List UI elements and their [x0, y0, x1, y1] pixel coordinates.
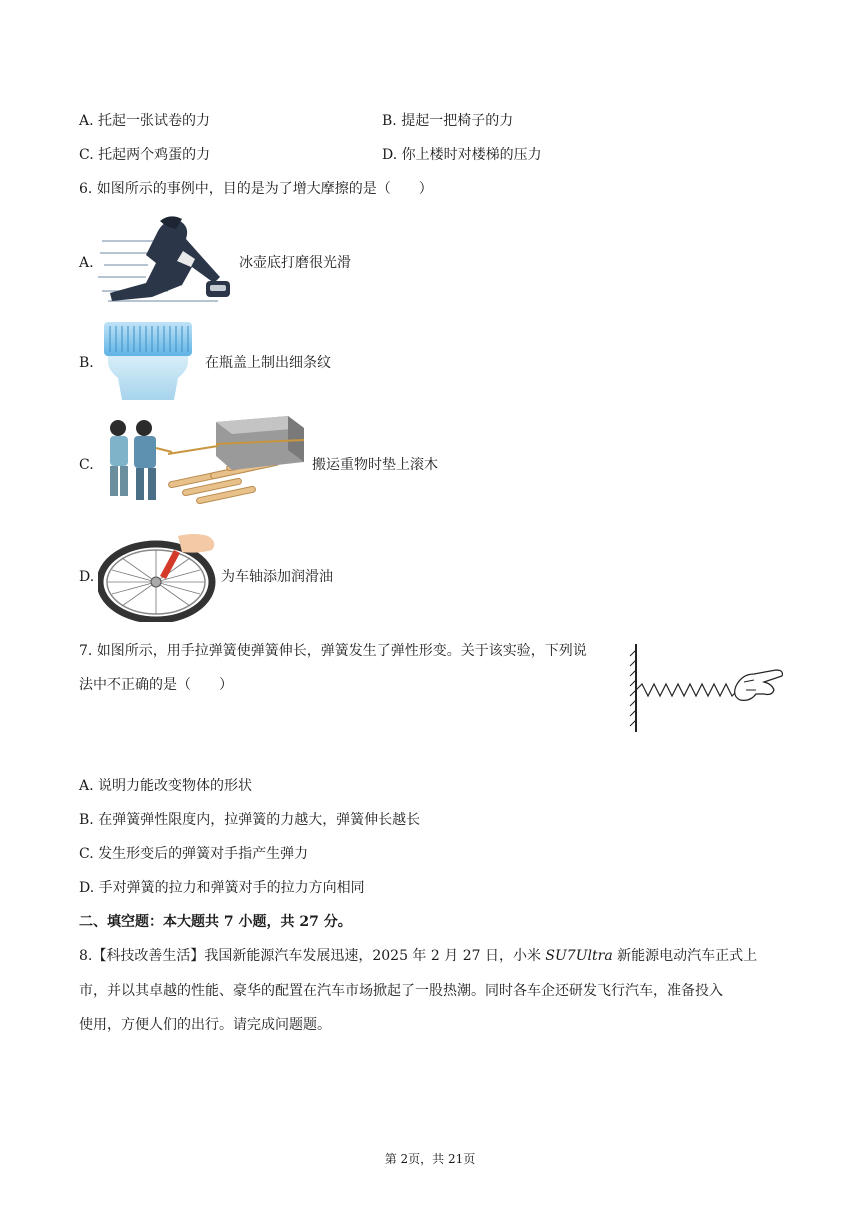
- q6-option-d-caption: 为车轴添加润滑油: [221, 569, 333, 585]
- q5-option-d: D. 你上楼时对楼梯的压力: [382, 147, 542, 163]
- q8-line1-part-b: 新能源电动汽车正式上: [612, 948, 758, 964]
- q5-option-b: B. 提起一把椅子的力: [382, 113, 514, 129]
- bottle-cap-icon: [98, 320, 198, 404]
- q7-option-a: A. 说明力能改变物体的形状: [79, 778, 253, 794]
- q6-stem: 6. 如图所示的事例中，目的是为了增大摩擦的是（ ）: [79, 181, 433, 197]
- section-heading: 二、填空题：本大题共 7 小题，共 27 分。: [79, 914, 352, 930]
- q7-option-c: C. 发生形变后的弹簧对手指产生弹力: [79, 846, 309, 862]
- rolling-logs-icon: [98, 414, 310, 520]
- q8-line1-part-a: 8.【科技改善生活】我国新能源汽车发展迅速，2025 年 2 月 27 日，小米: [79, 948, 546, 964]
- q7-option-b: B. 在弹簧弹性限度内，拉弹簧的力越大，弹簧伸长越长: [79, 812, 421, 828]
- page-footer: 第 2页，共 21页: [384, 1152, 476, 1166]
- q5-option-c: C. 托起两个鸡蛋的力: [79, 147, 211, 163]
- q6-option-c-caption: 搬运重物时垫上滚木: [312, 457, 438, 473]
- q6-option-c-letter: C.: [79, 457, 94, 473]
- q6-option-b-caption: 在瓶盖上制出细条纹: [205, 355, 331, 371]
- q7-stem-line1: 7. 如图所示，用手拉弹簧使弹簧伸长，弹簧发生了弹性形变。关于该实验，下列说: [79, 643, 587, 659]
- q8-car-model: SU7Ultra: [545, 948, 613, 964]
- bicycle-wheel-oil-icon: [98, 530, 220, 622]
- curling-player-icon: [98, 211, 238, 309]
- q6-option-b-letter: B.: [79, 355, 94, 371]
- q8-line3: 使用，方便人们的出行。请完成问题题。: [79, 1017, 331, 1033]
- spring-hand-icon: [628, 640, 784, 736]
- q6-option-a-letter: A.: [79, 255, 94, 271]
- q6-option-a-caption: 冰壶底打磨很光滑: [239, 255, 351, 271]
- q8-line2: 市，并以其卓越的性能、豪华的配置在汽车市场掀起了一股热潮。同时各车企还研发飞行汽车，准备投入: [79, 983, 723, 999]
- q7-stem-line2: 法中不正确的是（ ）: [79, 677, 233, 693]
- q8-line1: [79, 946, 757, 966]
- q6-option-d-letter: D.: [79, 569, 95, 585]
- q7-option-d: D. 手对弹簧的拉力和弹簧对手的拉力方向相同: [79, 880, 365, 896]
- q5-option-a: A. 托起一张试卷的力: [79, 113, 211, 129]
